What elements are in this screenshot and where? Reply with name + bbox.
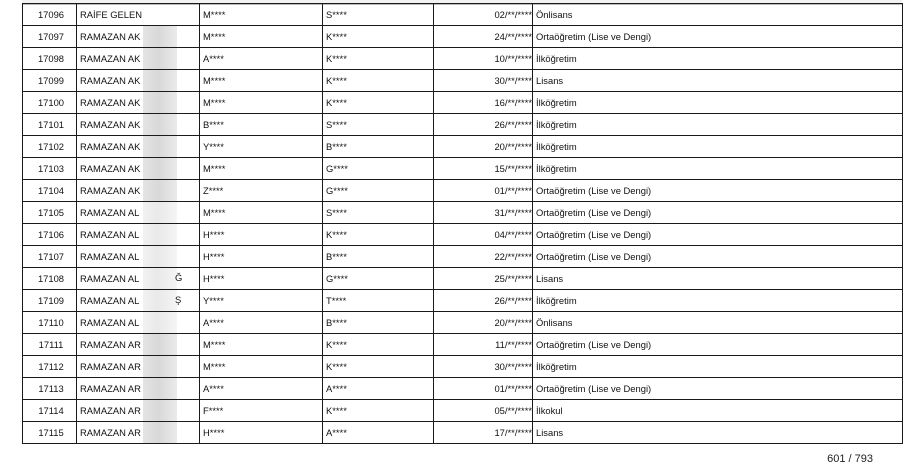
name-suffix: Ş xyxy=(175,294,182,305)
row-number-cell: 17109 xyxy=(23,290,77,312)
father-name-cell: K**** xyxy=(323,92,434,114)
father-name-cell: S**** xyxy=(323,202,434,224)
mother-name-cell: B**** xyxy=(200,114,323,136)
mother-name-cell: H**** xyxy=(200,246,323,268)
table-row xyxy=(23,136,903,158)
table-row xyxy=(23,70,903,92)
education-cell: Lisans xyxy=(533,268,903,290)
redaction-blur xyxy=(143,400,177,422)
table-row xyxy=(23,180,903,202)
table-row xyxy=(23,26,903,48)
redaction-blur xyxy=(143,26,177,48)
birth-date-cell: 22/**/**** xyxy=(434,246,533,268)
name-cell: RAMAZAN AK xyxy=(77,48,200,70)
father-name-cell: K**** xyxy=(323,26,434,48)
page-number: 601 / 793 xyxy=(827,453,873,465)
mother-name-cell: A**** xyxy=(200,378,323,400)
father-name-cell: B**** xyxy=(323,136,434,158)
mother-name-cell: H**** xyxy=(200,422,323,444)
birth-date-cell: 24/**/**** xyxy=(434,26,533,48)
mother-name-cell: M**** xyxy=(200,26,323,48)
name-cell: RAMAZAN AR xyxy=(77,334,200,356)
mother-name-cell: A**** xyxy=(200,312,323,334)
education-cell: İlköğretim xyxy=(533,114,903,136)
father-name-cell: A**** xyxy=(323,378,434,400)
education-cell: İlköğretim xyxy=(533,158,903,180)
education-cell: Ortaöğretim (Lise ve Dengi) xyxy=(533,246,903,268)
redaction-blur xyxy=(143,202,177,224)
name-cell: RAMAZAN AR xyxy=(77,400,200,422)
mother-name-cell: M**** xyxy=(200,70,323,92)
birth-date-cell: 30/**/**** xyxy=(434,70,533,92)
row-number-cell: 17107 xyxy=(23,246,77,268)
row-number-cell: 17096 xyxy=(23,4,77,26)
mother-name-cell: H**** xyxy=(200,224,323,246)
redaction-blur xyxy=(143,180,177,202)
name-cell: RAMAZAN AK xyxy=(77,136,200,158)
education-cell: Önlisans xyxy=(533,4,903,26)
table-row xyxy=(23,48,903,70)
name-cell: RAMAZAN AR xyxy=(77,378,200,400)
education-cell: Ortaöğretim (Lise ve Dengi) xyxy=(533,378,903,400)
records-table-body xyxy=(23,4,903,444)
records-table xyxy=(22,3,903,444)
birth-date-cell: 01/**/**** xyxy=(434,180,533,202)
father-name-cell: G**** xyxy=(323,268,434,290)
birth-date-cell: 16/**/**** xyxy=(434,92,533,114)
birth-date-cell: 17/**/**** xyxy=(434,422,533,444)
name-cell: RAMAZAN AK xyxy=(77,70,200,92)
mother-name-cell: M**** xyxy=(200,92,323,114)
mother-name-cell: M**** xyxy=(200,4,323,26)
father-name-cell: K**** xyxy=(323,224,434,246)
father-name-cell: K**** xyxy=(323,70,434,92)
name-cell: RAMAZAN AL xyxy=(77,312,200,334)
row-number-cell: 17106 xyxy=(23,224,77,246)
name-cell: RAMAZAN AK xyxy=(77,158,200,180)
redaction-blur xyxy=(143,290,177,312)
name-cell: RAMAZAN AK xyxy=(77,26,200,48)
father-name-cell: A**** xyxy=(323,422,434,444)
name-cell: RAMAZAN AR xyxy=(77,422,200,444)
table-row xyxy=(23,290,903,312)
name-cell: RAMAZAN AK xyxy=(77,92,200,114)
birth-date-cell: 26/**/**** xyxy=(434,114,533,136)
mother-name-cell: A**** xyxy=(200,48,323,70)
father-name-cell: K**** xyxy=(323,400,434,422)
table-row xyxy=(23,158,903,180)
table-row xyxy=(23,422,903,444)
redaction-blur xyxy=(143,114,177,136)
education-cell: Ortaöğretim (Lise ve Dengi) xyxy=(533,26,903,48)
table-row xyxy=(23,312,903,334)
mother-name-cell: Y**** xyxy=(200,290,323,312)
education-cell: İlköğretim xyxy=(533,356,903,378)
row-number-cell: 17101 xyxy=(23,114,77,136)
birth-date-cell: 01/**/**** xyxy=(434,378,533,400)
father-name-cell: S**** xyxy=(323,114,434,136)
table-row xyxy=(23,378,903,400)
name-cell: RAMAZAN AL xyxy=(77,202,200,224)
name-cell: RAMAZAN AL xyxy=(77,224,200,246)
birth-date-cell: 15/**/**** xyxy=(434,158,533,180)
row-number-cell: 17099 xyxy=(23,70,77,92)
education-cell: İlköğretim xyxy=(533,136,903,158)
table-row xyxy=(23,224,903,246)
name-cell: RAİFE GELEN xyxy=(77,4,200,26)
education-cell: İlkokul xyxy=(533,400,903,422)
education-cell: İlköğretim xyxy=(533,92,903,114)
birth-date-cell: 11/**/**** xyxy=(434,334,533,356)
education-cell: Lisans xyxy=(533,70,903,92)
birth-date-cell: 30/**/**** xyxy=(434,356,533,378)
mother-name-cell: M**** xyxy=(200,356,323,378)
name-cell: RAMAZAN AK xyxy=(77,180,200,202)
row-number-cell: 17113 xyxy=(23,378,77,400)
father-name-cell: B**** xyxy=(323,246,434,268)
mother-name-cell: F**** xyxy=(200,400,323,422)
birth-date-cell: 20/**/**** xyxy=(434,136,533,158)
birth-date-cell: 05/**/**** xyxy=(434,400,533,422)
redaction-blur xyxy=(143,48,177,70)
table-row xyxy=(23,202,903,224)
birth-date-cell: 25/**/**** xyxy=(434,268,533,290)
name-cell: RAMAZAN AL Ş xyxy=(77,290,200,312)
table-row xyxy=(23,4,903,26)
father-name-cell: G**** xyxy=(323,180,434,202)
row-number-cell: 17103 xyxy=(23,158,77,180)
redaction-blur xyxy=(143,246,177,268)
row-number-cell: 17098 xyxy=(23,48,77,70)
table-row xyxy=(23,114,903,136)
education-cell: Ortaöğretim (Lise ve Dengi) xyxy=(533,202,903,224)
father-name-cell: K**** xyxy=(323,48,434,70)
table-row xyxy=(23,92,903,114)
education-cell: Önlisans xyxy=(533,312,903,334)
education-cell: Ortaöğretim (Lise ve Dengi) xyxy=(533,334,903,356)
mother-name-cell: H**** xyxy=(200,268,323,290)
education-cell: Ortaöğretim (Lise ve Dengi) xyxy=(533,180,903,202)
table-row xyxy=(23,400,903,422)
redaction-blur xyxy=(143,378,177,400)
row-number-cell: 17097 xyxy=(23,26,77,48)
education-cell: İlköğretim xyxy=(533,48,903,70)
mother-name-cell: Z**** xyxy=(200,180,323,202)
father-name-cell: K**** xyxy=(323,356,434,378)
birth-date-cell: 10/**/**** xyxy=(434,48,533,70)
redaction-blur xyxy=(143,334,177,356)
redaction-blur xyxy=(143,356,177,378)
mother-name-cell: M**** xyxy=(200,334,323,356)
row-number-cell: 17108 xyxy=(23,268,77,290)
row-number-cell: 17112 xyxy=(23,356,77,378)
name-suffix: Ğ xyxy=(175,272,183,283)
row-number-cell: 17104 xyxy=(23,180,77,202)
row-number-cell: 17102 xyxy=(23,136,77,158)
father-name-cell: K**** xyxy=(323,334,434,356)
father-name-cell: S**** xyxy=(323,4,434,26)
name-cell: RAMAZAN AR xyxy=(77,356,200,378)
row-number-cell: 17110 xyxy=(23,312,77,334)
birth-date-cell: 02/**/**** xyxy=(434,4,533,26)
redaction-blur xyxy=(143,224,177,246)
row-number-cell: 17115 xyxy=(23,422,77,444)
father-name-cell: T**** xyxy=(323,290,434,312)
redaction-blur xyxy=(143,158,177,180)
row-number-cell: 17105 xyxy=(23,202,77,224)
mother-name-cell: Y**** xyxy=(200,136,323,158)
education-cell: Lisans xyxy=(533,422,903,444)
birth-date-cell: 20/**/**** xyxy=(434,312,533,334)
redaction-blur xyxy=(143,136,177,158)
redaction-blur xyxy=(143,92,177,114)
birth-date-cell: 04/**/**** xyxy=(434,224,533,246)
name-cell: RAMAZAN AL Ğ xyxy=(77,268,200,290)
mother-name-cell: M**** xyxy=(200,202,323,224)
row-number-cell: 17100 xyxy=(23,92,77,114)
row-number-cell: 17114 xyxy=(23,400,77,422)
education-cell: İlköğretim xyxy=(533,290,903,312)
name-cell: RAMAZAN AK xyxy=(77,114,200,136)
redaction-blur xyxy=(143,422,177,444)
redaction-blur xyxy=(143,268,177,290)
redaction-blur xyxy=(143,70,177,92)
birth-date-cell: 26/**/**** xyxy=(434,290,533,312)
table-row xyxy=(23,268,903,290)
table-row xyxy=(23,334,903,356)
father-name-cell: B**** xyxy=(323,312,434,334)
mother-name-cell: M**** xyxy=(200,158,323,180)
birth-date-cell: 31/**/**** xyxy=(434,202,533,224)
redaction-blur xyxy=(143,312,177,334)
row-number-cell: 17111 xyxy=(23,334,77,356)
table-row xyxy=(23,246,903,268)
father-name-cell: G**** xyxy=(323,158,434,180)
name-cell: RAMAZAN AL xyxy=(77,246,200,268)
table-row xyxy=(23,356,903,378)
education-cell: Ortaöğretim (Lise ve Dengi) xyxy=(533,224,903,246)
